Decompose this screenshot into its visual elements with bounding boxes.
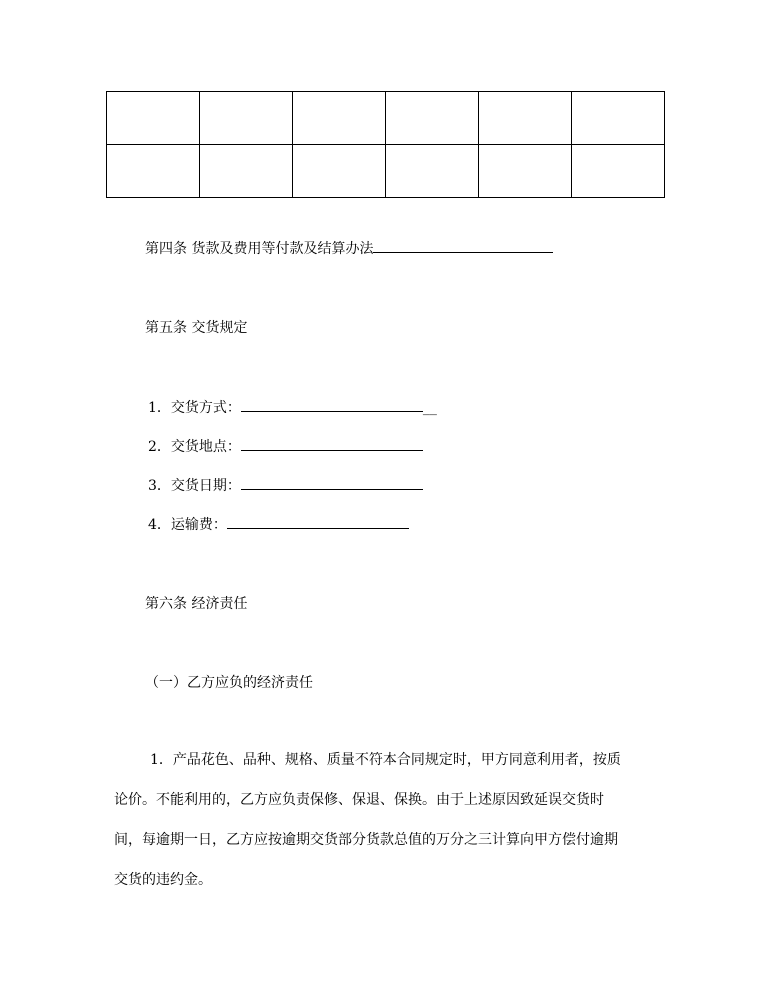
table-row	[107, 92, 665, 145]
clause-1-line: 交货的违约金。	[114, 872, 212, 888]
table-row	[107, 145, 665, 198]
clause-1-line: 间，每逾期一日，乙方应按逾期交货部分货款总值的万分之三计算向甲方偿付逾期	[114, 832, 618, 848]
delivery-location-blank[interactable]	[241, 436, 423, 451]
table-cell	[293, 145, 386, 198]
blank-table	[106, 91, 665, 198]
delivery-method-suffix: __	[422, 400, 437, 416]
delivery-location-row	[148, 436, 423, 457]
freight-blank[interactable]	[227, 514, 409, 529]
delivery-location-label: 2．交货地点：	[148, 439, 241, 455]
section-1-title: （一）乙方应负的经济责任	[145, 675, 313, 691]
article-6-title: 第六条 经济责任	[145, 596, 248, 612]
article-4-text: 第四条 货款及费用等付款及结算办法	[145, 241, 374, 257]
freight-row	[148, 514, 409, 535]
delivery-date-row	[148, 475, 423, 496]
clause-1	[114, 740, 687, 900]
clause-1-line: 1．产品花色、品种、规格、质量不符本合同规定时，甲方同意利用者，按质	[150, 752, 621, 768]
table-cell	[572, 92, 665, 145]
table-cell	[293, 92, 386, 145]
table-cell	[107, 92, 200, 145]
delivery-method-blank[interactable]	[241, 397, 423, 412]
table-cell	[200, 92, 293, 145]
article-5-title: 第五条 交货规定	[145, 320, 248, 336]
delivery-method-row	[148, 397, 437, 418]
table-cell	[479, 145, 572, 198]
freight-label: 4．运输费：	[148, 517, 227, 533]
table-cell	[386, 145, 479, 198]
table-cell	[572, 145, 665, 198]
delivery-method-label: 1．交货方式：	[148, 400, 241, 416]
table-cell	[200, 145, 293, 198]
payment-method-blank[interactable]	[373, 238, 553, 253]
delivery-date-blank[interactable]	[241, 475, 423, 490]
table-cell	[479, 92, 572, 145]
clause-1-line: 论价。不能利用的，乙方应负责保修、保退、保换。由于上述原因致延误交货时	[114, 792, 604, 808]
table-cell	[107, 145, 200, 198]
table-cell	[386, 92, 479, 145]
delivery-date-label: 3．交货日期：	[148, 478, 241, 494]
article-4	[145, 238, 553, 259]
